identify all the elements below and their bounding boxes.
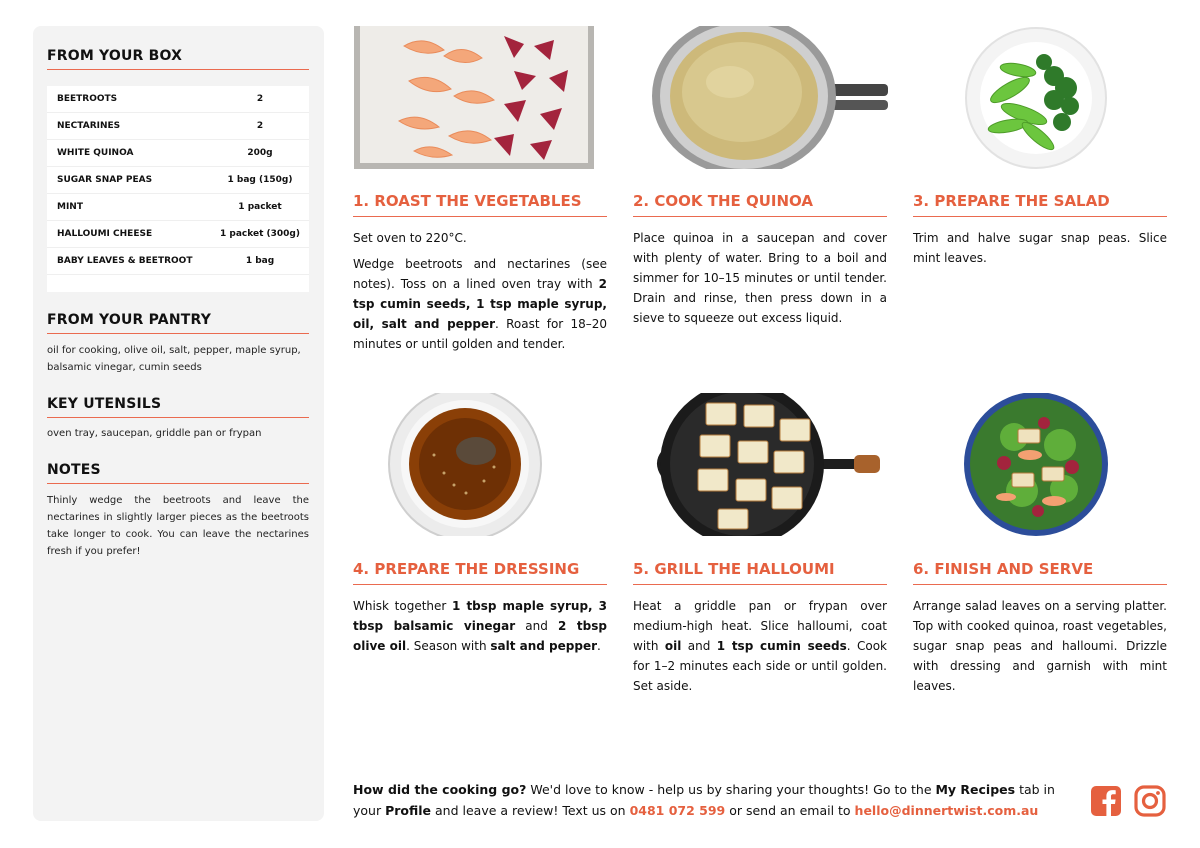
step-6-body <box>913 596 1167 702</box>
ingredient-name: BABY LEAVES & BEETROOT <box>57 256 193 266</box>
roast-vegetables-photo <box>354 26 594 169</box>
text-run: and <box>681 639 717 653</box>
grill-halloumi-photo <box>634 393 888 536</box>
step-4-text <box>353 596 607 656</box>
step-5-body <box>633 596 887 702</box>
notes-text: Thinly wedge the beetroots and leave the nectarines in slightly larger pieces as the beetroots take longer to cook. You can leave the nectarines fresh if you prefer! <box>47 495 309 557</box>
ingredient-name: SUGAR SNAP PEAS <box>57 175 153 185</box>
text-run-bold: salt and pepper <box>490 639 598 653</box>
ingredient-name: MINT <box>57 202 83 212</box>
step-1-text: Set oven to 220°C. <box>353 231 467 245</box>
footer-text: We'd love to know - help us by sharing your thoughts! Go to the <box>526 782 936 797</box>
cook-quinoa-photo <box>634 26 888 169</box>
ingredients-sidebar <box>33 26 324 821</box>
table-row <box>47 194 309 221</box>
text-run: Whisk together <box>353 599 453 613</box>
ingredient-qty: 2 <box>256 121 264 131</box>
text-run-bold: 2 tbsp olive oil <box>353 619 607 653</box>
step-1-body <box>353 228 607 360</box>
ingredient-name: NECTARINES <box>57 121 121 131</box>
ingredients-table <box>47 86 309 292</box>
step-1-text-2 <box>353 254 607 354</box>
step-1-title: 1. ROAST THE VEGETABLES <box>353 192 607 217</box>
text-run-bold: oil <box>664 639 682 653</box>
feedback-question: How did the cooking go? <box>353 782 527 797</box>
text-run: . <box>597 639 601 653</box>
facebook-icon[interactable] <box>1090 785 1122 822</box>
from-your-box-heading: FROM YOUR BOX <box>47 48 309 70</box>
footer-text: or send an email to <box>725 803 855 818</box>
ingredient-name: BEETROOTS <box>57 94 118 104</box>
email-link[interactable]: hello@dinnertwist.com.au <box>854 803 1039 818</box>
step-4-title: 4. PREPARE THE DRESSING <box>353 560 607 585</box>
step-3-body <box>913 228 1167 274</box>
finish-and-serve-photo <box>914 393 1168 536</box>
phone-number-link[interactable]: 0481 072 599 <box>629 803 726 818</box>
step-3-text: Trim and halve sugar snap peas. Slice mint leaves. <box>913 231 1167 265</box>
text-run-bold: 1 tsp cumin seeds <box>716 639 847 653</box>
step-4-body <box>353 596 607 662</box>
key-utensils-heading: KEY UTENSILS <box>47 396 309 418</box>
text-run: Heat a griddle pan or frypan over medium-high heat. Slice halloumi, coat with <box>633 599 887 653</box>
step-2-title: 2. COOK THE QUINOA <box>633 192 887 217</box>
prepare-dressing-photo <box>354 393 608 536</box>
table-row <box>47 221 309 248</box>
ingredient-qty: 1 bag (150g) <box>227 175 293 185</box>
text-run-bold: 2 tsp cumin seeds, 1 tsp maple syrup, oil, salt and pepper <box>353 277 607 331</box>
utensils-text: oven tray, saucepan, griddle pan or frypan <box>47 428 262 439</box>
step-2-text: Place quinoa in a saucepan and cover with plenty of water. Bring to a boil and simmer for 10–15 minutes or until tender. Drain and rinse, then press down in a sieve to squeeze out excess liquid. <box>633 231 887 325</box>
step-5-title: 5. GRILL THE HALLOUMI <box>633 560 887 585</box>
table-row <box>47 86 309 113</box>
profile-link[interactable]: Profile <box>385 803 432 818</box>
text-run: . Roast for 18–20 minutes or until golden and tender. <box>353 317 607 351</box>
table-row <box>47 113 309 140</box>
text-run: . Season with <box>406 639 491 653</box>
ingredient-qty: 1 packet (300g) <box>220 229 300 239</box>
ingredient-qty: 200g <box>247 148 273 158</box>
ingredient-name: WHITE QUINOA <box>57 148 134 158</box>
step-6-title: 6. FINISH AND SERVE <box>913 560 1167 585</box>
footer-text: tab in your <box>353 782 1055 818</box>
text-run: . Cook for 1–2 minutes each side or until golden. Set aside. <box>633 639 887 693</box>
table-row <box>47 167 309 194</box>
feedback-footer <box>353 779 1073 821</box>
ingredient-name: HALLOUMI CHEESE <box>57 229 153 239</box>
prepare-salad-photo <box>914 26 1168 169</box>
table-row <box>47 248 309 275</box>
text-run-bold: 1 tbsp maple syrup, 3 tbsp balsamic vinegar <box>353 599 607 633</box>
text-run: Wedge beetroots and nectarines (see notes). Toss on a lined oven tray with <box>353 257 607 291</box>
step-6-text: Arrange salad leaves on a serving platter. Top with cooked quinoa, roast vegetables, sugar snap peas and halloumi. Drizzle with dressing and garnish with mint leaves. <box>913 599 1167 693</box>
pantry-text: oil for cooking, olive oil, salt, pepper, maple syrup, balsamic vinegar, cumin seeds <box>47 345 301 373</box>
step-3-title: 3. PREPARE THE SALAD <box>913 192 1167 217</box>
step-5-text <box>633 596 887 696</box>
ingredient-qty: 1 packet <box>238 202 282 212</box>
table-row <box>47 140 309 167</box>
footer-text: and leave a review! Text us on <box>431 803 630 818</box>
notes-heading: NOTES <box>47 462 309 484</box>
text-run: and <box>515 619 559 633</box>
from-your-pantry-heading: FROM YOUR PANTRY <box>47 312 309 334</box>
ingredient-qty: 2 <box>256 94 264 104</box>
my-recipes-link[interactable]: My Recipes <box>935 782 1016 797</box>
instagram-icon[interactable] <box>1134 785 1166 822</box>
step-2-body <box>633 228 887 334</box>
ingredient-qty: 1 bag <box>245 256 275 266</box>
